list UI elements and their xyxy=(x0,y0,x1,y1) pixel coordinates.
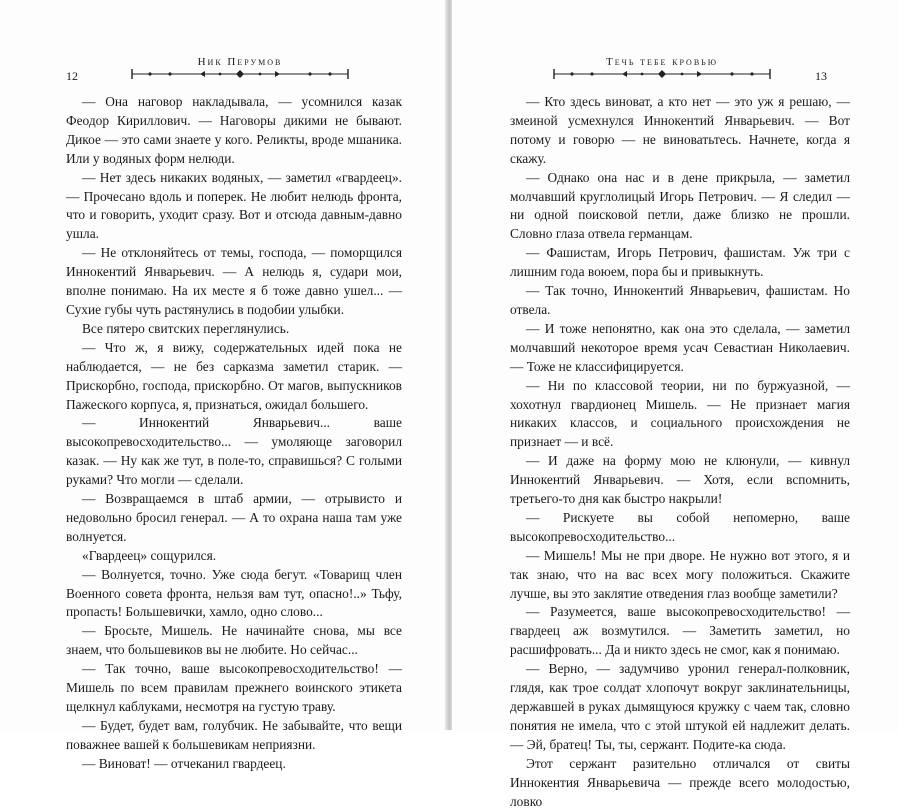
paragraph: «Гвардеец» сощурился. xyxy=(82,547,217,563)
paragraph: — Виноват! — отчеканил гвардеец. xyxy=(82,755,286,771)
paragraph: — Разумеется, ваше высокопревосходительство! — гвардеец аж возмутился. — Заметить заметил, но расшифровать... Да и никто здесь не смог, как я понимаю. xyxy=(510,604,850,658)
paragraph: — Бросьте, Мишель. Не начинайте снова, мы все знаем, что большевиков вы не любите. Но сейчас... xyxy=(66,623,402,658)
right-page xyxy=(452,0,899,809)
paragraph: — Ни по классовой теории, ни по буржуазной, — хохотнул гвардионец Мишель. — Не признает магия никаких классов, и социального происхождения не признает — и всё. xyxy=(510,377,850,450)
left-page xyxy=(0,0,447,771)
paragraph: — Так точно, ваше высокопревосходительство! — Мишель по всем правилам прежнего воинского этикета щелкнул каблуками, несмотря на густую траву. xyxy=(66,661,402,714)
paragraph: — Будет, будет вам, голубчик. Не забывайте, что вещи поважнее вашей к большевикам неприязни. xyxy=(66,717,402,752)
paragraph: Все пятеро свитских переглянулись. xyxy=(82,320,290,336)
paragraph: — Кто здесь виноват, а кто нет — это уж я решаю, — змеиной усмехнулся Иннокентий Январьевич. — Вот потому и говорю — не виноватьтесь. Начнете, когда я скажу. xyxy=(510,94,850,166)
paragraph: — Она наговор накладывала, — усомнился казак Феодор Кириллович. — Наговоры дикими не бывают. Дикое — это сами знаете у кого. Реликты, вроде мшаника. Или у водяных форм нелюди. xyxy=(66,94,402,166)
paragraph: — Однако она нас и в дене прикрыла, — заметил молчавший круглолицый Игорь Петрович. — Я следил — ни одной поисковой петли, даже близко не прошли. Словно глаза отвела германцам. xyxy=(510,169,850,242)
page-number: 12 xyxy=(66,69,78,83)
paragraph: — Волнуется, точно. Уже сюда бегут. «Товарищ член Военного совета фронта, нельзя вам тут, опасно!..» Тьфу, пропасть! Большевички, хамло, одно слово... xyxy=(66,566,402,620)
ornament-divider xyxy=(130,68,350,80)
paragraph: — Рискуете вы собой непомерно, ваше высокопревосходительство... xyxy=(510,509,850,544)
page-number: 13 xyxy=(815,69,827,83)
running-head-author: Ник Перумов xyxy=(197,56,283,68)
running-head-title: Течь тебе кровью xyxy=(606,56,718,68)
paragraph: — И тоже непонятно, как она это сделала, — заметил молчавший некоторое время усач Севастиан Николаевич. — Тоже не классифицируется. xyxy=(510,320,850,374)
paragraph: — Так точно, Иннокентий Январьевич, фашистам. Но отвела. xyxy=(510,283,850,317)
ornament-divider xyxy=(552,68,772,80)
paragraph: — Не отклоняйтесь от темы, господа, — поморщился Иннокентий Январьевич. — А нелюдь я, судари мои, вполне понимаю. На их месте я б тоже давно ушел... — Сухие губы чуть растянулись в подобии улыбки. xyxy=(66,245,402,317)
paragraph: Этот сержант разительно отличался от свиты Иннокентия Январьевича — прежде всего молодостью, ловко xyxy=(510,755,850,809)
paragraph: — Возвращаемся в штаб армии, — отрывисто и недовольно бросил генерал. — А то охрана наша там уже волнуется. xyxy=(66,491,402,544)
paragraph: — Верно, — задумчиво уронил генерал-полковник, глядя, как трое солдат хлопочут вокруг заклинательницы, державшей в руках дымящуюся кружку с чаем так, словно понятия не имела, что с этой штукой ей надлежит делать. — Эй, братец! Ты, ты, сержант. Подите-ка сюда. xyxy=(510,661,850,752)
left-page-text xyxy=(66,93,402,774)
paragraph: — Нет здесь никаких водяных, — заметил «гвардеец». — Прочесано вдоль и поперек. Не любит нелюдь фронта, что и говорить, уходит сразу. Вот и отсюда давным-давно ушла. xyxy=(66,169,402,242)
right-page-text xyxy=(510,93,850,811)
paragraph: — Что ж, я вижу, содержательных идей пока не наблюдается, — не без сарказма заметил старик. — Прискорбно, господа, прискорбно. От магов, выпускников Пажеского корпуса, я, признаться, ожидал большего. xyxy=(66,339,402,412)
paragraph: — Иннокентий Январьевич... ваше высокопревосходительство... — умоляюще заговорил казак. — Ну как же тут, в поле-то, справишься? С голыми руками? Что могли — сделали. xyxy=(66,415,402,488)
paragraph: — Мишель! Мы не при дворе. Не нужно вот этого, я и так знаю, что на вас всех могу положиться. Скажите лучше, вы это заклятие отведения глаз вообще заметили? xyxy=(510,547,850,601)
paragraph: — И даже на форму мою не клюнули, — кивнул Иннокентий Январьевич. — Хотя, если вспомнить, третьего-то дня как быстро накрыли! xyxy=(510,453,850,507)
paragraph: — Фашистам, Игорь Петрович, фашистам. Уж три с лишним года воюем, пора бы и привыкнуть. xyxy=(510,245,850,280)
